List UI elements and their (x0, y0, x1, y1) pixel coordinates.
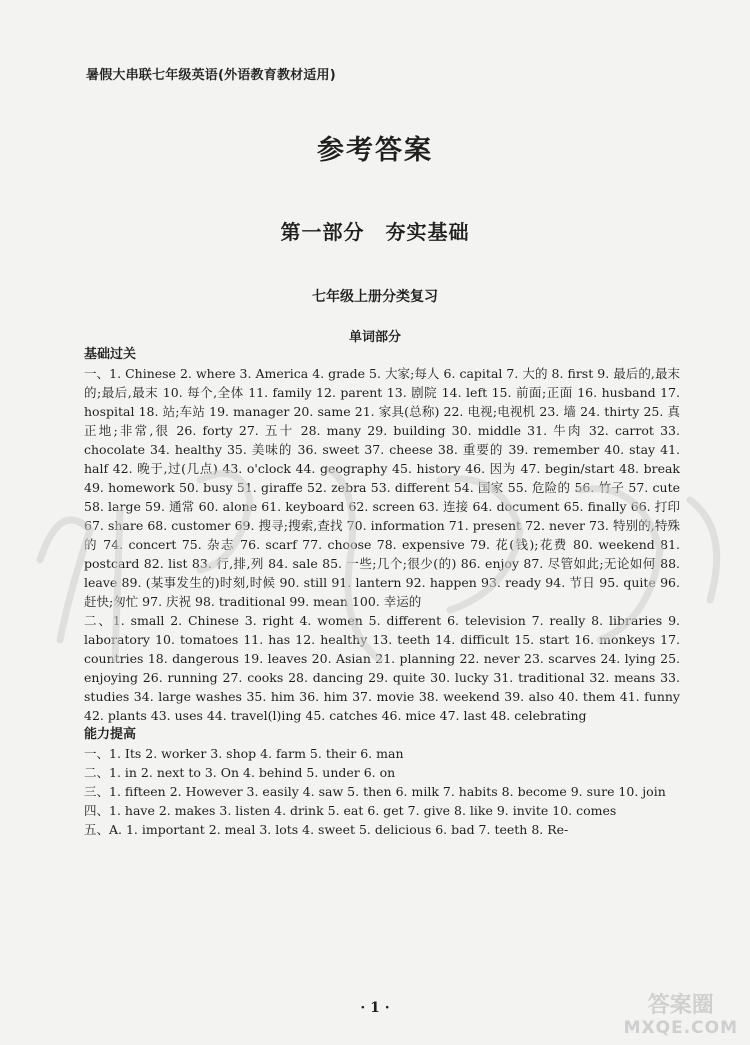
advanced-heading: 能力提高 (84, 727, 137, 742)
advanced-paragraph-4: 四、1. have 2. makes 3. listen 4. drink 5. eat 6. get 7. give 8. like 9. invite 10. comes (84, 803, 617, 818)
basic-heading: 基础过关 (84, 347, 137, 362)
advanced-paragraph-5: 五、A. 1. important 2. meal 3. lots 4. sweet 5. delicious 6. bad 7. teeth 8. Re- (84, 822, 569, 837)
basic-paragraph-1: 一、1. Chinese 2. where 3. America 4. grade 5. 大家;每人 6. capital 7. 大的 8. first 9. 最后的,最末的;最后,最末 10. 每个,全体 11. family 12. parent 13. 剧院 14. left 15. 前面;正面 16. husband 17. hospital 18. 站;车站 19. manager 20. same 21. 家具(总称) 22. 电视;电视机 23. 墙 24. thirty 25. 真正地;非常,很 26. forty 27. 五十 28. many 29. building 30. middle 31. 牛肉 32. carrot 33. chocolate 34. healthy 35. 美味的 36. sweet 37. cheese 38. 重要的 39. remember 40. stay 41. half 42. 晚于,过(几点) 43. o'clock 44. geography 45. history 46. 因为 47. begin/start 48. break 49. homework 50. busy 51. giraffe 52. zebra 53. different 54. 国家 55. 危险的 56. 竹子 57. cute 58. large 59. 通常 60. alone 61. keyboard 62. screen 63. 连接 64. document 65. finally 66. 打印 67. share 68. customer 69. 搜寻;搜索,查找 70. information 71. present 72. never 73. 特别的,特殊的 74. concert 75. 杂志 76. scarf 77. choose 78. expensive 79. 花(钱);花费 80. weekend 81. postcard 82. list 83. 行,排,列 84. sale 85. 一些;几个;很少(的) 86. enjoy 87. 尽管如此;无论如何 88. leave 89. (某事发生的)时刻,时候 90. still 91. lantern 92. happen 93. ready 94. 节日 95. quite 96. 赶快;匆忙 97. 庆祝 98. traditional 99. mean 100. 幸运的 (84, 366, 680, 609)
section-label: 单词部分 (348, 330, 401, 345)
basic-section (84, 345, 680, 839)
basic-paragraph-2: 二、1. small 2. Chinese 3. right 4. women 5. different 6. television 7. really 8. libraries 9. laboratory 10. tomatoes 11. has 12. healthy 13. teeth 14. difficult 15. start 16. monkeys 17. countries 18. dangerous 19. leaves 20. Asian 21. planning 22. never 23. scarves 24. lying 25. enjoying 26. running 27. cooks 28. dancing 29. quite 30. lucky 31. traditional 32. means 33. studies 34. large washes 35. him 36. him 37. movie 38. weekend 39. also 40. them 41. funny 42. plants 43. uses 44. travel(l)ing 45. catches 46. mice 47. last 48. celebrating (84, 613, 680, 723)
part-title: 第一部分 夯实基础 (280, 220, 470, 244)
unit-subtitle: 七年级上册分类复习 (312, 289, 438, 305)
advanced-paragraph-1: 一、1. Its 2. worker 3. shop 4. farm 5. their 6. man (84, 746, 404, 761)
advanced-paragraph-2: 二、1. in 2. next to 3. On 4. behind 5. under 6. on (84, 765, 396, 780)
page-number: · 1 · (360, 1000, 390, 1016)
book-header: 暑假大串联七年级英语(外语教育教材适用) (86, 68, 336, 83)
site-watermark (624, 995, 738, 1039)
page-title: 参考答案 (317, 135, 433, 166)
watermark-url: MXQE.COM (623, 1018, 738, 1038)
advanced-paragraph-3: 三、1. fifteen 2. However 3. easily 4. saw 5. then 6. milk 7. habits 8. become 9. sure 10. join (84, 784, 666, 799)
watermark-logo-text: 答案圈 (647, 993, 714, 1018)
